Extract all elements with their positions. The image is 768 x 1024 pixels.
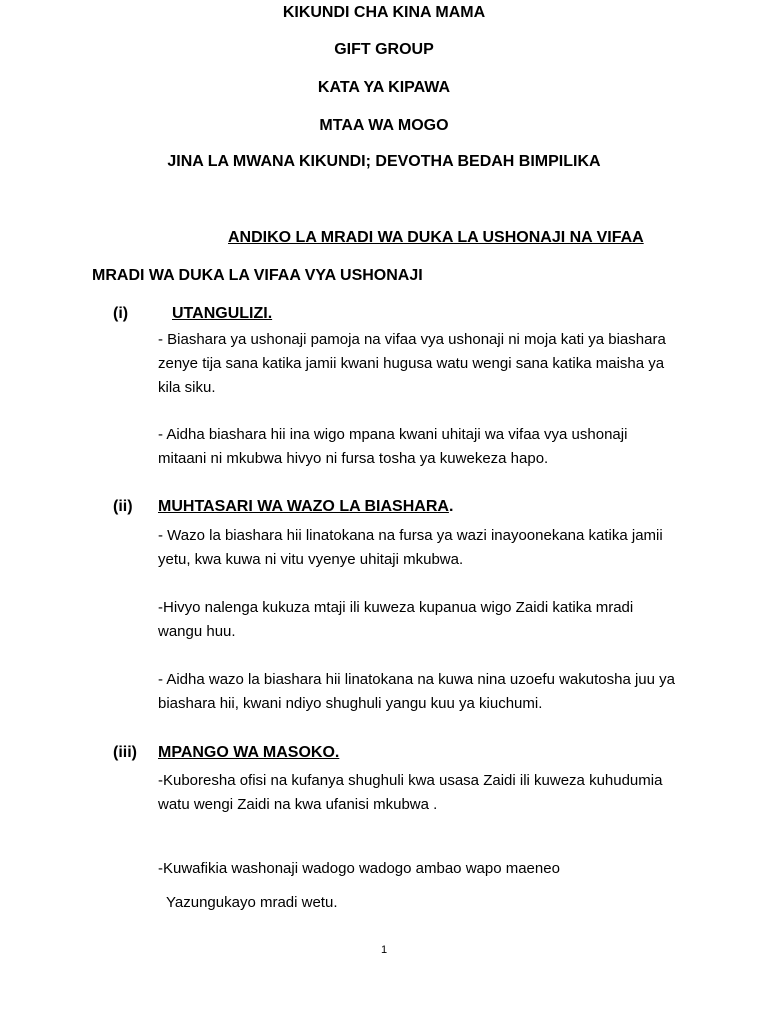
section-2-paragraph-1: - Wazo la biashara hii linatokana na fursa ya wazi inayoonekana katika jamii yetu, kwa kuwa ni vitu vyenye uhitaji mkubwa. [158, 527, 663, 568]
section-3-number: (iii) [113, 744, 137, 761]
header-line-3: KATA YA KIPAWA [317, 79, 451, 96]
header-line-4: MTAA WA MOGO [319, 117, 449, 134]
section-2-paragraph-2: -Hivyo nalenga kukuza mtaji ili kuweza kupanua wigo Zaidi katika mradi wangu huu. [158, 599, 634, 640]
page-number: 1 [380, 944, 388, 956]
section-1-number: (i) [113, 305, 129, 322]
section-3-paragraph-1: -Kuboresha ofisi na kufanya shughuli kwa usasa Zaidi ili kuweza kuhudumia watu wengi Zaidi na kwa ufanisi mkubwa . [158, 772, 663, 813]
section-2-heading: MUHTASARI WA WAZO LA BIASHARA [158, 498, 449, 515]
section-3-paragraph-3: Yazungukayo mradi wetu. [166, 894, 338, 911]
header-line-5: JINA LA MWANA KIKUNDI; DEVOTHA BEDAH BIMPILIKA [167, 153, 601, 170]
section-2-number: (ii) [113, 498, 133, 515]
section-1-paragraph-2: - Aidha biashara hii ina wigo mpana kwani uhitaji wa vifaa vya ushonaji mitaani ni mkubwa hivyo ni fursa tosha ya kuwekeza hapo. [158, 426, 628, 467]
section-2-heading-wrap [158, 498, 453, 516]
section-3-heading: MPANGO WA MASOKO. [158, 744, 340, 761]
section-1-paragraph-1: - Biashara ya ushonaji pamoja na vifaa vya ushonaji ni moja kati ya biashara zenye tija sana katika jamii kwani hugusa watu wengi sana katika maisha ya kila siku. [158, 331, 666, 396]
header-line-2: GIFT GROUP [334, 41, 434, 58]
section-3-paragraph-2: -Kuwafikia washonaji wadogo wadogo ambao wapo maeneo [158, 860, 560, 877]
section-2-heading-suffix: . [448, 498, 454, 515]
document-title: ANDIKO LA MRADI WA DUKA LA USHONAJI NA VIFAA [228, 229, 644, 246]
header-line-1: KIKUNDI CHA KINA MAMA [282, 4, 486, 21]
section-1-heading: UTANGULIZI. [172, 305, 273, 322]
section-2-paragraph-3: - Aidha wazo la biashara hii linatokana na kuwa nina uzoefu wakutosha juu ya biashara hii, kwani ndiyo shughuli yangu kuu ya kiuchumi. [158, 671, 676, 712]
document-subtitle: MRADI WA DUKA LA VIFAA VYA USHONAJI [92, 267, 423, 284]
